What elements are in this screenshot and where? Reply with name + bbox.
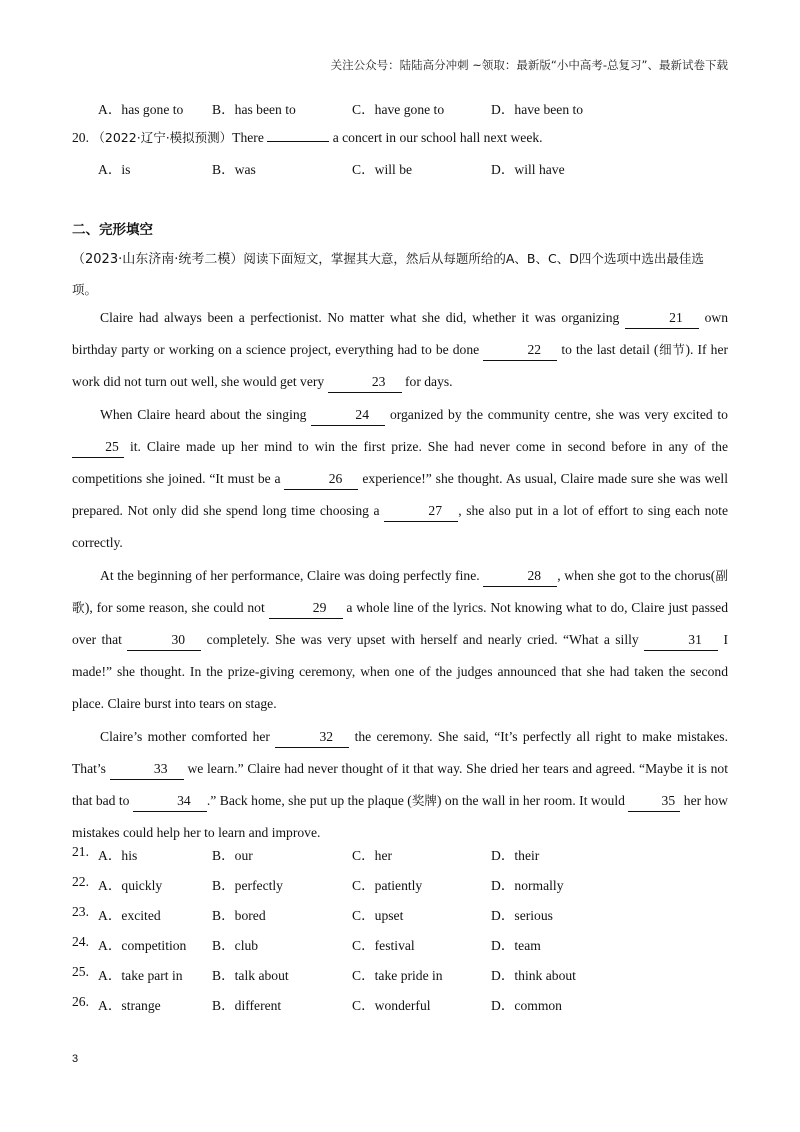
chinese-gloss: 副歌: [72, 567, 728, 615]
q19-option-c: C．have gone to: [352, 102, 445, 117]
passage-paragraph-3: [72, 560, 728, 721]
passage-paragraph-1: [72, 302, 728, 399]
passage-text: .” Back home, she put up the plaque (: [206, 793, 412, 809]
option-c: C．patiently: [352, 878, 423, 893]
q19-options: [80, 98, 740, 118]
option-b: B．different: [212, 998, 282, 1013]
passage-text: the ceremony. She said, “It’s perfectly all right to make mistakes. That’s: [72, 728, 728, 776]
passage-text: completely. She was very upset with herself and nearly cried. “What a silly: [206, 632, 639, 648]
q19-option-d: D．have been to: [491, 102, 584, 117]
passage-paragraph-4: [72, 721, 728, 850]
passage-text: ). If her work did not turn out well, she would get very: [72, 342, 729, 390]
blank-29: 29: [269, 598, 343, 619]
option-c: C．take pride in: [352, 968, 443, 983]
passage-text: Claire had always been a perfectionist. No matter what she did, whether it was organizing: [100, 310, 620, 325]
blank-24: 24: [311, 405, 385, 426]
option-b: B．perfectly: [212, 878, 283, 893]
question-24: [72, 934, 740, 954]
chinese-gloss: 细节: [658, 342, 686, 358]
passage-text: organized by the community centre, she was very excited to: [389, 406, 728, 422]
passage-text: own birthday party or working on a science project, everything had to be done: [72, 310, 728, 358]
passage-text: for days.: [405, 374, 453, 390]
blank-31: 31: [644, 630, 718, 651]
blank-33: 33: [110, 759, 184, 780]
passage-text: it. Claire made up her mind to win the first prize. She had never come in second before in any of the competitions she joined. “It must be a: [72, 438, 729, 487]
q20-option-b: B．was: [212, 162, 256, 177]
option-c: C．upset: [352, 908, 404, 923]
question-number: 26.: [72, 994, 89, 1009]
question-number: 22.: [72, 874, 89, 889]
question-number: 23.: [72, 904, 89, 919]
option-b: B．club: [212, 938, 259, 953]
q20-text-after: a concert in our school hall next week.: [332, 130, 543, 145]
option-c: C．wonderful: [352, 998, 431, 1013]
question-number: 25.: [72, 964, 89, 979]
passage-paragraph-2: [72, 399, 728, 560]
page-number: 3: [72, 1053, 79, 1065]
q20-option-d: D．will have: [491, 162, 565, 177]
passage-text: experience!” she thought. As usual, Claire made sure she was well prepared. Not only did she spend long time choosing a: [72, 471, 728, 519]
q19-option-a: A．has gone to: [98, 102, 184, 117]
option-c: C．her: [352, 848, 393, 863]
q20-option-a: A．is: [98, 162, 131, 177]
passage-text: to the last detail (: [561, 342, 659, 358]
passage-text: When Claire heard about the singing: [100, 406, 307, 422]
passage-text: her how mistakes could help her to learn and improve.: [72, 793, 728, 841]
question-number: 21.: [72, 844, 89, 859]
question-21: [72, 844, 740, 864]
passage-text: a whole line of the lyrics. Not knowing what to do, Claire just passed over that: [72, 599, 728, 648]
option-d: D．common: [491, 998, 562, 1013]
chinese-gloss: 奖牌: [411, 793, 437, 809]
q20-number: 20.: [72, 130, 89, 145]
header-promo-note: 关注公众号：陆陆高分冲刺 ~领取：最新版“小中高考-总复习”、最新试卷下载: [330, 58, 728, 72]
blank-27: 27: [384, 501, 458, 522]
option-b: B．our: [212, 848, 253, 863]
blank-32: 32: [275, 727, 349, 748]
blank-30: 30: [127, 630, 201, 651]
option-a: A．take part in: [98, 968, 183, 983]
q19-option-b: B．has been to: [212, 102, 296, 117]
option-a: A．quickly: [98, 878, 163, 893]
passage-text: , she also put in a lot of effort to sing each note correctly.: [72, 503, 728, 551]
section-source: （2023·山东济南·统考二模）: [72, 252, 244, 267]
option-d: D．team: [491, 938, 541, 953]
section-instruction-text: 阅读下面短文，掌握其大意，然后从每题所给的A、B、C、D四个选项中选出最佳选项。: [72, 251, 704, 297]
question-number: 24.: [72, 934, 89, 949]
blank-22: 22: [483, 340, 557, 361]
q20-options: [80, 158, 740, 178]
option-a: A．his: [98, 848, 138, 863]
blank-23: 23: [328, 372, 402, 393]
option-a: A．strange: [98, 998, 161, 1013]
blank-35: 35: [628, 791, 680, 812]
passage-text: ), for some reason, she could not: [84, 599, 265, 615]
option-d: D．normally: [491, 878, 564, 893]
option-d: D．think about: [491, 968, 576, 983]
option-b: B．talk about: [212, 968, 289, 983]
passage-text: At the beginning of her performance, Claire was doing perfectly fine.: [100, 567, 480, 583]
passage-text: Claire’s mother comforted her: [100, 728, 270, 744]
blank-34: 34: [133, 791, 207, 812]
question-26: [72, 994, 740, 1014]
blank-25: 25: [72, 437, 124, 458]
passage-text: we learn.” Claire had never thought of it that way. She dried her tears and agreed. “Maybe it is not that bad to: [72, 760, 729, 809]
blank-21: 21: [625, 308, 699, 329]
option-a: A．excited: [98, 908, 161, 923]
passage-text: , when she got to the chorus(: [557, 567, 716, 583]
question-25: [72, 964, 740, 984]
option-c: C．festival: [352, 938, 415, 953]
question-23: [72, 904, 740, 924]
q20-text-before: There: [232, 130, 264, 145]
passage-text: ) on the wall in her room. It would: [436, 793, 625, 809]
section-title: 二、完形填空: [72, 222, 153, 238]
cloze-passage: [72, 302, 728, 849]
section-instruction: [72, 244, 728, 305]
option-a: A．competition: [98, 938, 187, 953]
blank-26: 26: [284, 469, 358, 490]
question-22: [72, 874, 740, 894]
q20-option-c: C．will be: [352, 162, 413, 177]
option-d: D．serious: [491, 908, 553, 923]
q20-blank: [267, 141, 329, 142]
q20-source: （2022·辽宁·模拟预测）: [92, 130, 233, 145]
option-b: B．bored: [212, 908, 266, 923]
passage-text: I made!” she thought. In the prize-giving ceremony, when one of the judges announced that she had taken the second place. Claire burst into tears on stage.: [72, 632, 728, 712]
q20-stem: [72, 128, 543, 146]
option-d: D．their: [491, 848, 540, 863]
blank-28: 28: [483, 566, 557, 587]
